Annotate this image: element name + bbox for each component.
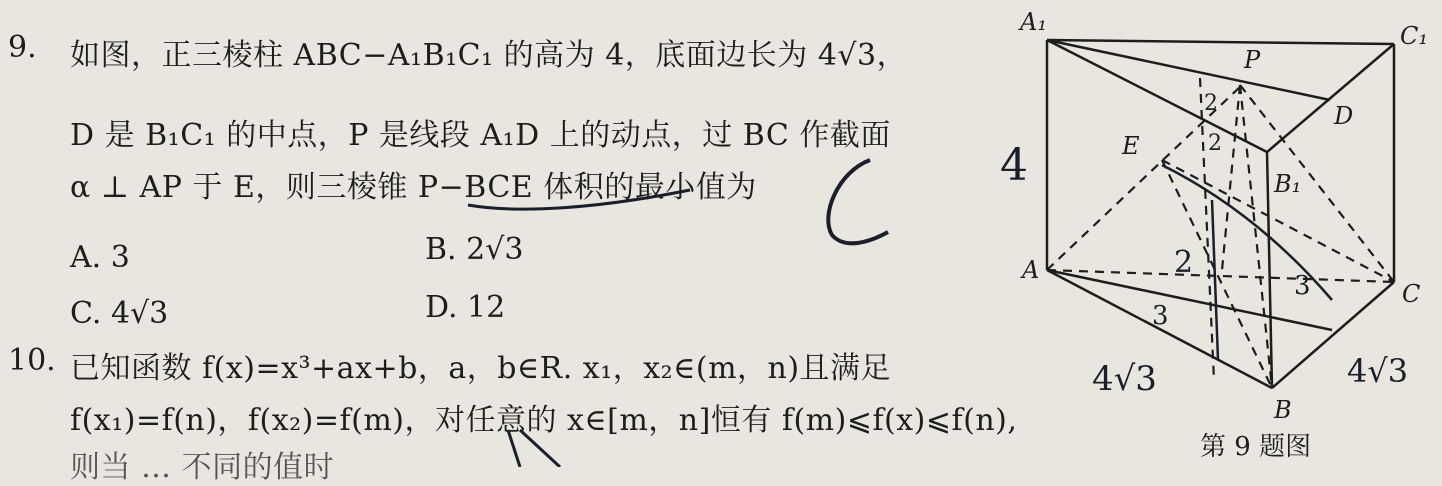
label-b: B — [1274, 396, 1292, 424]
label-e: E — [1122, 132, 1140, 160]
handwritten-left-base: 4√3 — [1092, 359, 1157, 399]
edge-b1-b — [1267, 152, 1272, 388]
question-10-line-2: f(x₁)=f(n)，f(x₂)=f(m)，对任意的 x∈[m，n]恒有 f(m)⩽f(x)⩽f(n), — [70, 403, 1018, 438]
handwritten-seg-2a: 2 — [1204, 91, 1218, 116]
option-c: C. 4√3 — [70, 296, 169, 331]
label-c: C — [1402, 280, 1421, 308]
figure-caption: 第 9 题图 — [1200, 432, 1312, 462]
handwritten-seg-2c: 2 — [1174, 245, 1194, 280]
question-10-line-1: 已知函数 f(x)=x³+ax+b，a，b∈R. x₁，x₂∈(m，n)且满足 — [70, 351, 892, 386]
handwritten-answer-mark — [828, 160, 888, 243]
hidden-segment-p-foot — [1222, 85, 1240, 270]
label-a: A — [1022, 256, 1040, 284]
prism-figure — [982, 0, 1442, 467]
handwritten-height: 4 — [1000, 140, 1028, 191]
question-10-number: 10. — [8, 343, 56, 378]
handwritten-seg-3a: 3 — [1152, 301, 1169, 331]
edge-a1-b1 — [1047, 40, 1267, 152]
question-10-line-3-partial: 则当 … 不同的值时 — [70, 450, 335, 485]
question-9-line-3: α ⊥ AP 于 E，则三棱锥 P−BCE 体积的最小值为 — [70, 170, 757, 205]
handwritten-seg-2b: 2 — [1208, 131, 1222, 156]
label-a1: A₁ — [1020, 8, 1047, 36]
handwritten-right-base: 4√3 — [1347, 352, 1409, 390]
option-d: D. 12 — [425, 290, 506, 325]
edge-a1-c1 — [1047, 40, 1394, 44]
label-d: D — [1334, 102, 1354, 130]
option-b: B. 2√3 — [425, 232, 524, 267]
hidden-segment-p-c — [1240, 85, 1394, 282]
handwritten-answer-text: C — [895, 222, 903, 233]
question-9-number: 9. — [8, 30, 37, 65]
question-9-line-2: D 是 B₁C₁ 的中点，P 是线段 A₁D 上的动点，过 BC 作截面 — [70, 118, 891, 153]
label-c1: C₁ — [1400, 22, 1428, 50]
question-9-line-1: 如图，正三棱柱 ABC−A₁B₁C₁ 的高为 4，底面边长为 4√3， — [70, 38, 908, 73]
label-p: P — [1244, 46, 1261, 74]
edge-c1-b1 — [1267, 44, 1394, 152]
segment-a1-d — [1047, 40, 1330, 100]
handwritten-seg-3b: 3 — [1294, 271, 1311, 301]
label-b1: B₁ — [1274, 170, 1302, 198]
option-a: A. 3 — [70, 240, 130, 275]
